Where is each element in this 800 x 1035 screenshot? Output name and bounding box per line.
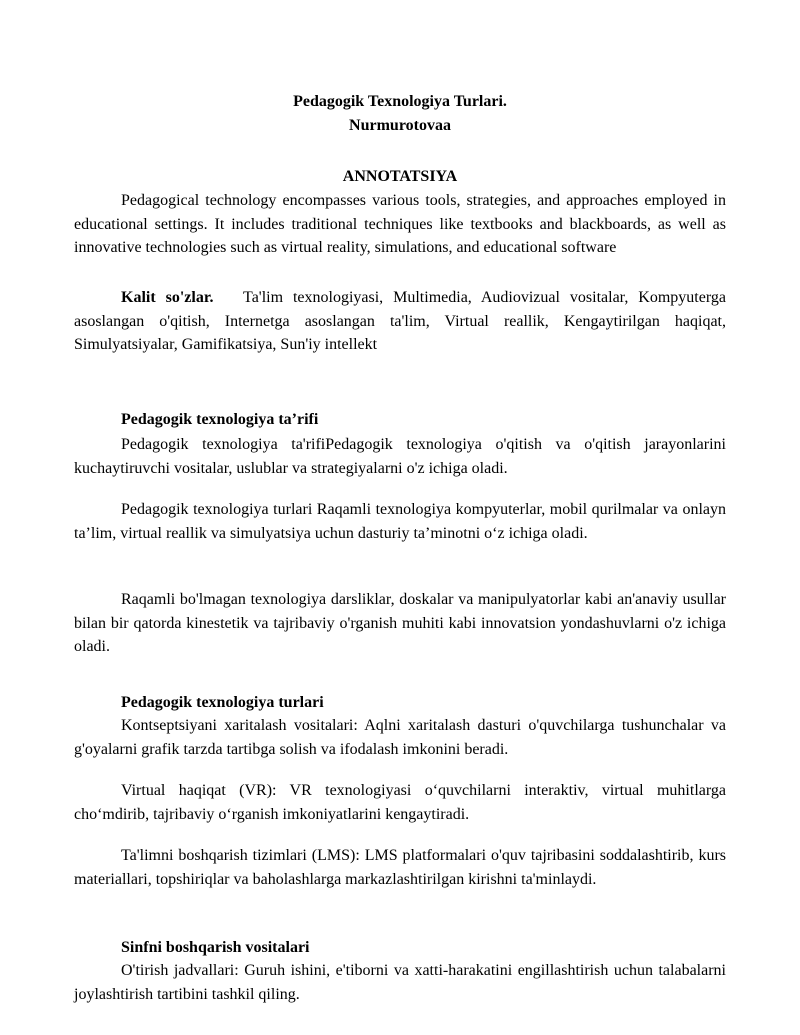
annotation-heading: ANNOTATSIYA <box>342 168 458 185</box>
classroom-paragraph-1: O'tirish jadvallari: Guruh ishini, e'tiborni va xatti-harakatini engillashtirish uchun talabalarni joylashtirish tartibini tashkil qiling. <box>74 962 726 1003</box>
types-paragraph-1: Kontseptsiyani xaritalash vositalari: Aqlni xaritalash dasturi o'quvchilarga tushunchalar va g'oyalarni grafik tarzda tartibga solish va ifodalash imkonini beradi. <box>74 717 726 758</box>
section-heading-definition: Pedagogik texnologiya ta’rifi <box>121 411 319 428</box>
definition-paragraph-2: Pedagogik texnologiya turlari Raqamli texnologiya kompyuterlar, mobil qurilmalar va onlayn ta’lim, virtual reallik va simulyatsiya uchun dasturiy ta’minotni o‘z ichiga oladi. <box>74 501 726 542</box>
definition-paragraph-3: Raqamli bo'lmagan texnologiya darsliklar, doskalar va manipulyatorlar kabi an'anaviy usullar bilan bir qatorda kinestetik va tajribaviy o'rganish muhiti kabi innovatsion yondashuvlarni o'z ichiga oladi. <box>74 591 726 655</box>
annotation-paragraph: Pedagogical technology encompasses various tools, strategies, and approaches employed in educational settings. It includes traditional techniques like textbooks and blackboards, as well as innovative technologies such as virtual reality, simulations, and educational software <box>74 192 726 256</box>
keywords-text: Ta'lim texnologiyasi, Multimedia, Audiovizual vositalar, Kompyuterga asoslangan o'qitish, Internetga asoslangan ta'lim, Virtual reallik, Kengaytirilgan haqiqat, Simulyatsiyalar, Gamifikatsiya, Sun'iy intellekt <box>74 289 726 353</box>
types-paragraph-3: Ta'limni boshqarish tizimlari (LMS): LMS platformalari o'quv tajribasini soddalashtirib, kurs materiallari, topshiriqlar va baholashlarga markazlashtirilgan kirishni ta'minlaydi. <box>74 847 726 888</box>
author-name: Nurmurotovaa <box>349 117 451 134</box>
definition-paragraph-1: Pedagogik texnologiya ta'rifiPedagogik texnologiya o'qitish va o'qitish jarayonlarini kuchaytiruvchi vositalar, uslublar va strategiyalarni o'z ichiga oladi. <box>74 436 726 477</box>
section-heading-classroom: Sinfni boshqarish vositalari <box>121 939 310 956</box>
keywords-paragraph <box>74 286 726 357</box>
section-heading-types: Pedagogik texnologiya turlari <box>121 694 324 711</box>
keywords-label: Kalit so'zlar. <box>121 289 214 306</box>
document-title: Pedagogik Texnologiya Turlari. <box>293 93 507 110</box>
types-paragraph-2: Virtual haqiqat (VR): VR texnologiyasi o‘quvchilarni interaktiv, virtual muhitlarga cho‘mdirib, tajribaviy o‘rganish imkoniyatlarini kengaytiradi. <box>74 782 726 823</box>
